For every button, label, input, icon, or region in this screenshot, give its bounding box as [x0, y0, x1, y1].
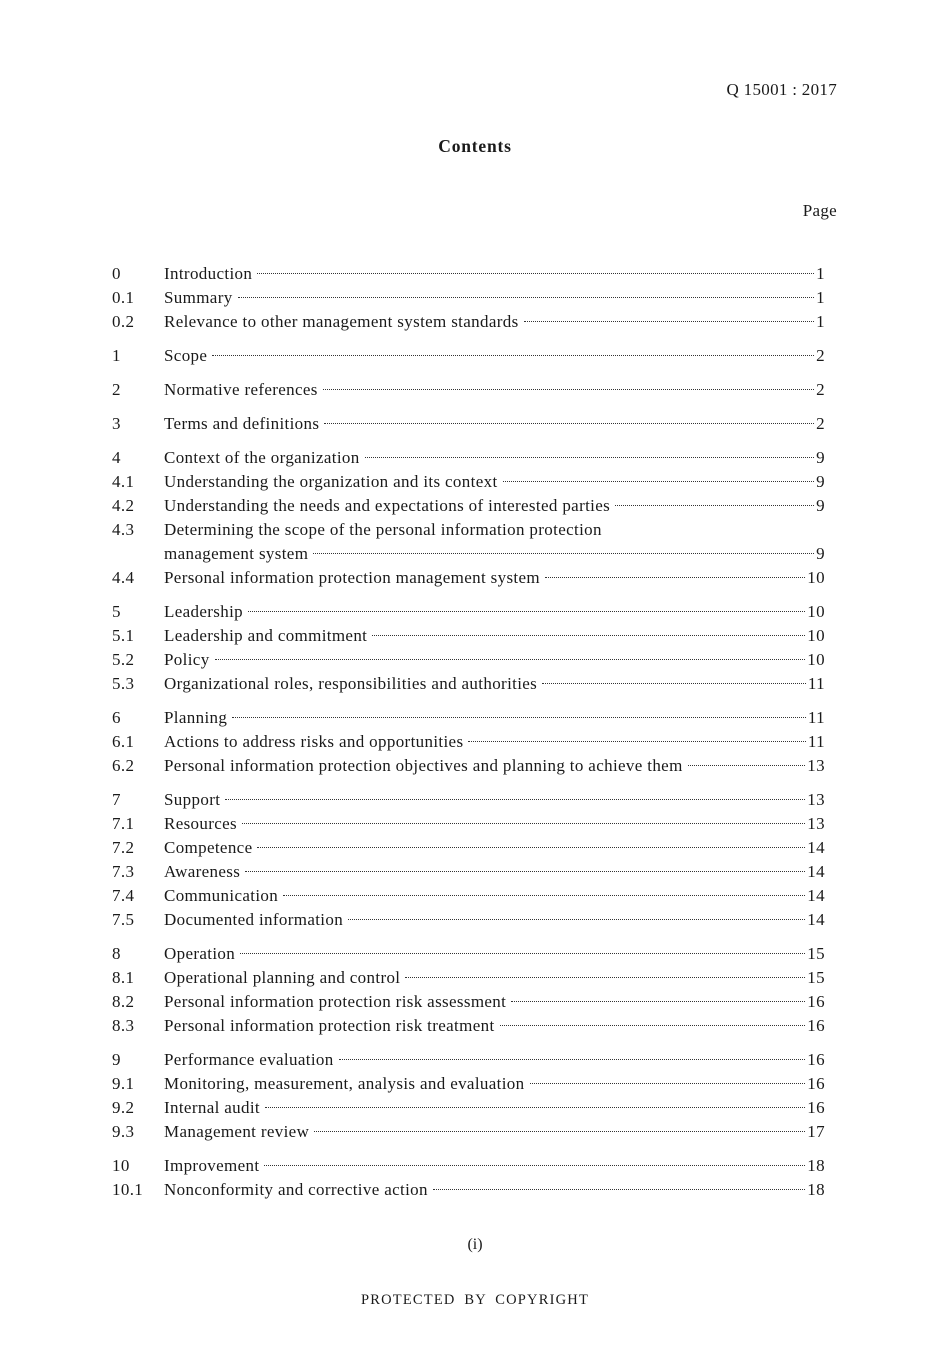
dot-leader — [524, 321, 815, 322]
dot-leader — [365, 457, 815, 458]
toc-entry-number: 6.2 — [112, 756, 135, 775]
toc-entry-number: 9 — [112, 1050, 121, 1069]
table-of-contents — [112, 262, 825, 1212]
toc-entry-title: Policy — [164, 650, 210, 669]
toc-entry-page: 13 — [807, 790, 825, 809]
toc-entry-title: Relevance to other management system standards — [164, 312, 519, 331]
dot-leader — [257, 847, 805, 848]
toc-entry[interactable] — [112, 788, 825, 812]
dot-leader — [212, 355, 814, 356]
toc-entry-page: 11 — [807, 732, 825, 751]
toc-entry-page: 16 — [807, 1050, 825, 1069]
dot-leader — [688, 765, 806, 766]
dot-leader — [248, 611, 805, 612]
dot-leader — [372, 635, 805, 636]
toc-entry[interactable] — [112, 470, 825, 494]
dot-leader — [542, 683, 806, 684]
toc-entry-number: 8 — [112, 944, 121, 963]
toc-group — [112, 378, 825, 402]
toc-entry[interactable] — [112, 908, 825, 932]
toc-entry-title: Understanding the needs and expectations of interested parties — [164, 496, 611, 515]
dot-leader — [265, 1107, 805, 1108]
dot-leader — [530, 1083, 806, 1084]
toc-entry-page: 14 — [807, 886, 825, 905]
toc-entry-page: 9 — [816, 472, 825, 491]
toc-entry-number: 7.5 — [112, 910, 135, 929]
toc-entry-title: Operation — [164, 944, 236, 963]
toc-entry[interactable] — [112, 884, 825, 908]
toc-entry-page: 2 — [816, 346, 825, 365]
toc-entry[interactable] — [112, 966, 825, 990]
toc-entry-page: 9 — [816, 544, 825, 563]
toc-entry[interactable] — [112, 942, 825, 966]
toc-entry-title: Nonconformity and corrective action — [164, 1180, 428, 1199]
toc-entry-title: Operational planning and control — [164, 968, 401, 987]
toc-entry-page: 14 — [807, 838, 825, 857]
toc-entry[interactable] — [112, 1096, 825, 1120]
toc-entry-title: Monitoring, measurement, analysis and evaluation — [164, 1074, 525, 1093]
toc-entry-page: 2 — [816, 414, 825, 433]
dot-leader — [245, 871, 805, 872]
toc-entry-number: 6.1 — [112, 732, 135, 751]
toc-entry-number: 7.1 — [112, 814, 135, 833]
toc-entry-number: 4.3 — [112, 520, 135, 539]
toc-entry-number: 9.2 — [112, 1098, 135, 1117]
toc-entry-title: Resources — [164, 814, 238, 833]
toc-group — [112, 600, 825, 696]
toc-entry-page: 10 — [807, 568, 825, 587]
dot-leader — [264, 1165, 805, 1166]
toc-entry-title: Normative references — [164, 380, 318, 399]
toc-entry-title: Leadership and commitment — [164, 626, 368, 645]
toc-entry[interactable] — [112, 600, 825, 624]
toc-entry-title: Documented information — [164, 910, 344, 929]
toc-entry-page: 18 — [807, 1180, 825, 1199]
toc-entry-number: 3 — [112, 414, 121, 433]
toc-entry-title: Competence — [164, 838, 253, 857]
toc-entry-page: 10 — [807, 626, 825, 645]
toc-entry-title-continuation: management system — [164, 544, 309, 563]
toc-entry-number: 5.2 — [112, 650, 135, 669]
toc-entry-title: Terms and definitions — [164, 414, 320, 433]
dot-leader — [225, 799, 805, 800]
toc-entry[interactable] — [112, 518, 825, 542]
toc-entry-number: 4.1 — [112, 472, 135, 491]
toc-entry[interactable] — [112, 706, 825, 730]
toc-entry-title: Improvement — [164, 1156, 260, 1175]
toc-entry-page: 18 — [807, 1156, 825, 1175]
toc-entry-title: Determining the scope of the personal information protection — [164, 520, 602, 539]
toc-entry-title: Actions to address risks and opportunities — [164, 732, 464, 751]
toc-entry[interactable] — [112, 860, 825, 884]
toc-entry-page: 15 — [807, 944, 825, 963]
toc-entry-title: Management review — [164, 1122, 310, 1141]
dot-leader — [215, 659, 806, 660]
toc-group — [112, 344, 825, 368]
toc-entry-title: Personal information protection risk treatment — [164, 1016, 495, 1035]
toc-entry-number: 5.3 — [112, 674, 135, 693]
toc-entry-number: 7.4 — [112, 886, 135, 905]
toc-entry-number: 6 — [112, 708, 121, 727]
toc-entry-number: 7.2 — [112, 838, 135, 857]
toc-group — [112, 942, 825, 1038]
toc-entry-title: Understanding the organization and its context — [164, 472, 498, 491]
toc-entry[interactable] — [112, 1014, 825, 1038]
toc-entry-number: 0.2 — [112, 312, 135, 331]
toc-entry[interactable] — [112, 1048, 825, 1072]
toc-entry-number: 0 — [112, 264, 121, 283]
toc-entry-title: Performance evaluation — [164, 1050, 334, 1069]
dot-leader — [545, 577, 805, 578]
dot-leader — [232, 717, 806, 718]
toc-entry-title: Leadership — [164, 602, 244, 621]
toc-group — [112, 1154, 825, 1202]
toc-entry-title: Summary — [164, 288, 233, 307]
toc-entry[interactable] — [112, 1072, 825, 1096]
toc-entry[interactable] — [112, 624, 825, 648]
toc-entry-page: 11 — [807, 674, 825, 693]
toc-entry-number: 10.1 — [112, 1180, 144, 1199]
toc-entry[interactable] — [112, 990, 825, 1014]
toc-entry-title: Scope — [164, 346, 208, 365]
dot-leader — [433, 1189, 805, 1190]
toc-entry-number: 7 — [112, 790, 121, 809]
toc-entry-page: 14 — [807, 910, 825, 929]
toc-entry-number: 9.1 — [112, 1074, 135, 1093]
dot-leader — [405, 977, 805, 978]
toc-entry[interactable] — [112, 1120, 825, 1144]
toc-group — [112, 788, 825, 932]
toc-entry-page: 13 — [807, 756, 825, 775]
toc-entry-number: 8.2 — [112, 992, 135, 1011]
toc-entry-number: 8.1 — [112, 968, 135, 987]
toc-entry[interactable] — [112, 310, 825, 334]
dot-leader — [257, 273, 814, 274]
toc-entry-title: Internal audit — [164, 1098, 261, 1117]
toc-entry-page: 16 — [807, 1098, 825, 1117]
toc-entry-page: 16 — [807, 1016, 825, 1035]
toc-entry-title: Personal information protection objectives and planning to achieve them — [164, 756, 683, 775]
toc-entry[interactable] — [112, 378, 825, 402]
toc-entry-page: 11 — [807, 708, 825, 727]
toc-entry-page: 16 — [807, 1074, 825, 1093]
toc-entry-number: 1 — [112, 346, 121, 365]
toc-entry-page: 13 — [807, 814, 825, 833]
toc-entry-page: 1 — [816, 264, 825, 283]
dot-leader — [313, 553, 814, 554]
toc-entry-number: 10 — [112, 1156, 130, 1175]
toc-group — [112, 1048, 825, 1144]
document-code: Q 15001 : 2017 — [726, 80, 837, 99]
contents-title: Contents — [438, 136, 512, 156]
dot-leader — [503, 481, 815, 482]
toc-entry[interactable] — [112, 672, 825, 696]
dot-leader — [500, 1025, 806, 1026]
toc-group — [112, 412, 825, 436]
toc-entry-page: 9 — [816, 448, 825, 467]
toc-entry-page: 14 — [807, 862, 825, 881]
toc-entry[interactable] — [112, 344, 825, 368]
copyright-notice: PROTECTED BY COPYRIGHT — [360, 1292, 589, 1308]
dot-leader — [511, 1001, 805, 1002]
toc-entry-number: 0.1 — [112, 288, 135, 307]
toc-entry[interactable] — [112, 412, 825, 436]
toc-entry[interactable] — [112, 286, 825, 310]
toc-entry[interactable] — [112, 812, 825, 836]
toc-entry-page: 15 — [807, 968, 825, 987]
toc-entry-page: 17 — [807, 1122, 825, 1141]
dot-leader — [238, 297, 815, 298]
toc-entry-title: Planning — [164, 708, 228, 727]
dot-leader — [348, 919, 805, 920]
toc-entry[interactable] — [112, 1154, 825, 1178]
toc-entry-page: 9 — [816, 496, 825, 515]
toc-entry-title: Personal information protection risk assessment — [164, 992, 507, 1011]
toc-entry-title: Support — [164, 790, 221, 809]
toc-entry-number: 8.3 — [112, 1016, 135, 1035]
toc-entry[interactable] — [112, 730, 825, 754]
toc-group — [112, 706, 825, 778]
toc-entry[interactable] — [112, 836, 825, 860]
toc-entry-title: Personal information protection management system — [164, 568, 540, 587]
dot-leader — [283, 895, 805, 896]
toc-entry-number: 4.4 — [112, 568, 135, 587]
toc-entry[interactable] — [112, 494, 825, 518]
toc-entry-page: 1 — [816, 312, 825, 331]
toc-entry-number: 9.3 — [112, 1122, 135, 1141]
toc-group — [112, 446, 825, 590]
toc-entry[interactable] — [112, 566, 825, 590]
toc-entry-number: 5 — [112, 602, 121, 621]
toc-entry-number: 7.3 — [112, 862, 135, 881]
toc-entry-title: Introduction — [164, 264, 253, 283]
dot-leader — [339, 1059, 806, 1060]
toc-entry[interactable] — [112, 262, 825, 286]
toc-entry-page: 16 — [807, 992, 825, 1011]
dot-leader — [242, 823, 805, 824]
dot-leader — [314, 1131, 805, 1132]
toc-entry-page: 2 — [816, 380, 825, 399]
toc-entry-number: 2 — [112, 380, 121, 399]
page-folio: (i) — [467, 1236, 483, 1253]
dot-leader — [323, 389, 814, 390]
toc-entry[interactable] — [112, 754, 825, 778]
toc-entry-title: Organizational roles, responsibilities and authorities — [164, 674, 538, 693]
toc-entry[interactable] — [112, 648, 825, 672]
toc-entry-number: 4.2 — [112, 496, 135, 515]
toc-entry-title: Context of the organization — [164, 448, 360, 467]
toc-entry-title: Communication — [164, 886, 279, 905]
dot-leader — [240, 953, 805, 954]
toc-entry-continuation[interactable] — [112, 542, 825, 566]
toc-group — [112, 262, 825, 334]
toc-entry[interactable] — [112, 446, 825, 470]
page-column-heading: Page — [802, 201, 837, 220]
toc-entry-number: 5.1 — [112, 626, 135, 645]
dot-leader — [468, 741, 806, 742]
dot-leader — [615, 505, 814, 506]
toc-entry-page: 10 — [807, 650, 825, 669]
toc-entry[interactable] — [112, 1178, 825, 1202]
toc-entry-title: Awareness — [164, 862, 241, 881]
toc-entry-page: 10 — [807, 602, 825, 621]
dot-leader — [324, 423, 814, 424]
toc-entry-number: 4 — [112, 448, 121, 467]
toc-entry-page: 1 — [816, 288, 825, 307]
